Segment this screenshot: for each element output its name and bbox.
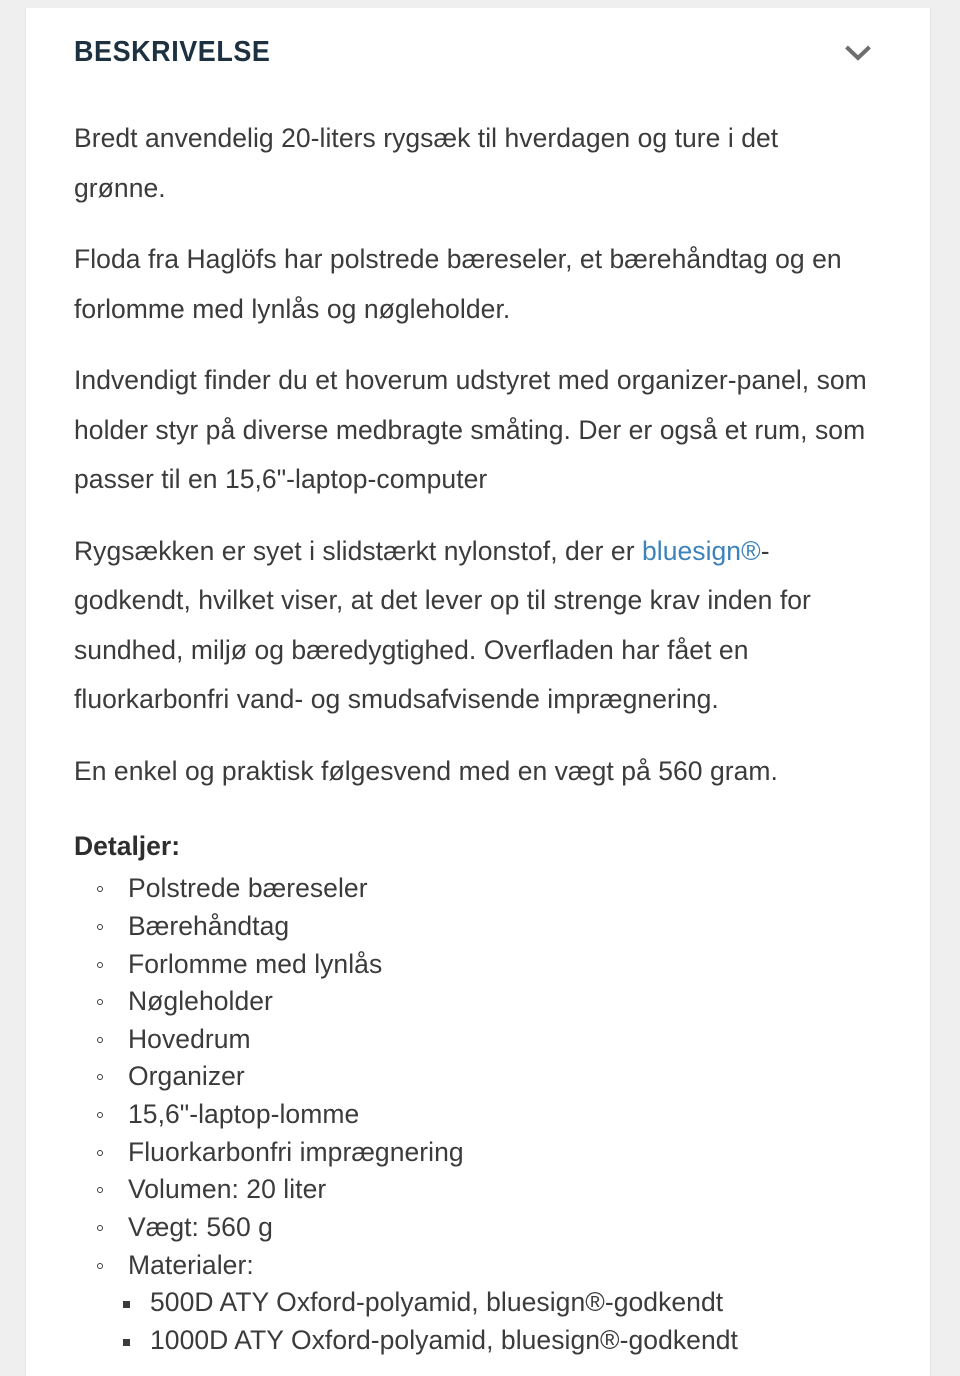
paragraph-4-text-before-link: Rygsækken er syet i slidstærkt nylonstof, der er xyxy=(74,535,642,566)
list-item: Forlomme med lynlås xyxy=(94,946,884,984)
page-gutter-right xyxy=(932,0,960,1376)
page-gutter-left xyxy=(0,0,24,1376)
description-paragraph-3: Indvendigt finder du et hoverum udstyret med organizer-panel, som holder styr på diverse medbragte småting. Der er også et rum, som passer til en 15,6"-laptop-computer xyxy=(74,365,867,495)
list-item: Fluorkarbonfri imprægnering xyxy=(94,1134,884,1172)
list-item: Polstrede bæreseler xyxy=(94,870,884,908)
paragraph-4-text-after-link: -godkendt, hvilket viser, at det lever op til strenge krav inden for sundhed, miljø og bæredygtighed. Overfladen har fået en fluorkarbonfri vand- og smudsafvisende imprægnering. xyxy=(74,535,811,715)
details-heading: Detaljer: xyxy=(74,830,181,861)
bluesign-link[interactable]: bluesign® xyxy=(641,535,761,566)
section-toggle-button[interactable] xyxy=(836,36,880,70)
list-item: Vægt: 560 g xyxy=(94,1209,884,1247)
list-item: 500D ATY Oxford-polyamid, bluesign®-godkendt xyxy=(122,1284,884,1322)
description-paragraph-1: Bredt anvendelig 20-liters rygsæk til hverdagen og ture i det grønne. xyxy=(74,123,779,203)
description-card xyxy=(25,8,931,1376)
materials-sub-list xyxy=(74,1284,884,1359)
list-item: 1000D ATY Oxford-polyamid, bluesign®-godkendt xyxy=(122,1322,884,1360)
list-item: Bærehåndtag xyxy=(94,908,884,946)
description-paragraph-5: En enkel og praktisk følgesvend med en vægt på 560 gram. xyxy=(74,756,778,787)
description-section-header[interactable] xyxy=(74,38,884,70)
list-item: Organizer xyxy=(94,1058,884,1096)
list-item: Volumen: 20 liter xyxy=(94,1171,884,1209)
list-item: Hovedrum xyxy=(94,1021,884,1059)
description-paragraph-2: Floda fra Haglöfs har polstrede bæreseler, et bærehåndtag og en forlomme med lynlås og nøgleholder. xyxy=(74,244,842,324)
list-item: 15,6"-laptop-lomme xyxy=(94,1096,884,1134)
page-title: BESKRIVELSE xyxy=(74,36,271,68)
details-list xyxy=(74,870,884,1284)
list-item-materials: Materialer: xyxy=(94,1247,884,1285)
description-paragraph-4 xyxy=(74,527,874,725)
chevron-down-icon xyxy=(843,43,873,63)
list-item: Nøgleholder xyxy=(94,983,884,1021)
description-card-content xyxy=(26,8,930,1359)
